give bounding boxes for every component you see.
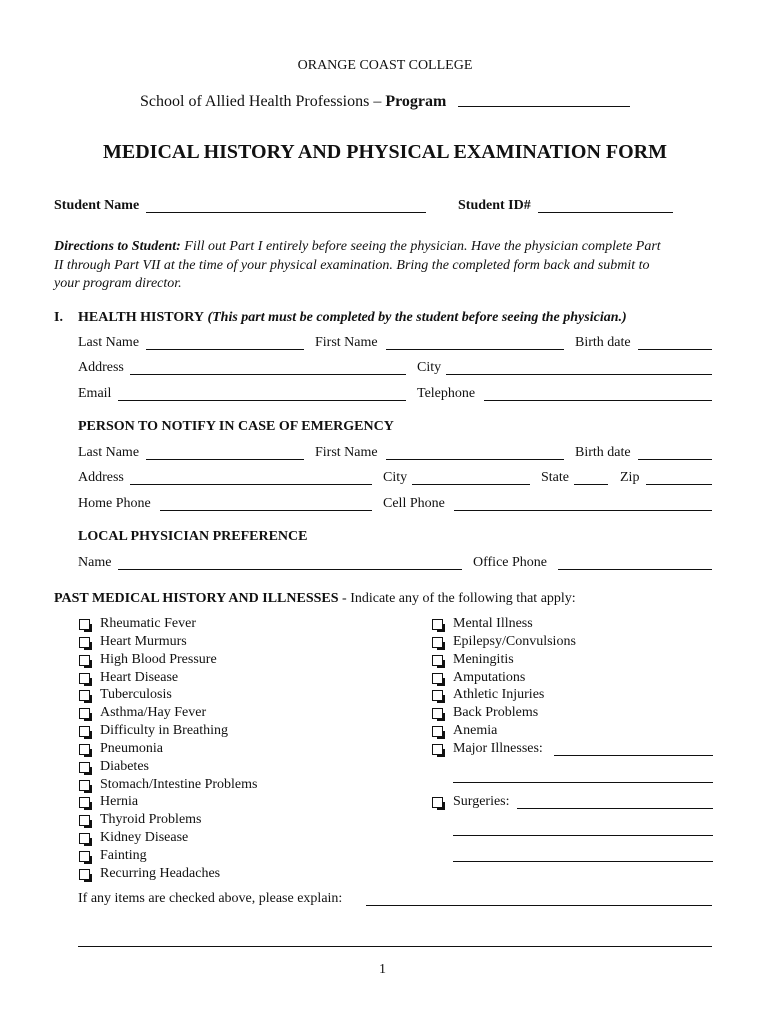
checkbox-rheumatic-fever[interactable] bbox=[79, 619, 90, 630]
label-tuberculosis: Tuberculosis bbox=[100, 687, 172, 702]
label-back-problems: Back Problems bbox=[453, 705, 539, 720]
major-illnesses-input-1[interactable] bbox=[554, 738, 717, 756]
past-history-heading-line bbox=[54, 592, 576, 606]
checkbox-mental-illness[interactable] bbox=[432, 619, 443, 630]
explain-input-1[interactable] bbox=[366, 888, 716, 906]
directions-line-3: your program director. bbox=[54, 276, 182, 291]
label-major-illnesses: Major Illnesses: bbox=[453, 741, 543, 756]
checkbox-meningitis[interactable] bbox=[432, 655, 443, 666]
telephone-input[interactable] bbox=[484, 383, 716, 401]
checkbox-stomach[interactable] bbox=[79, 780, 90, 791]
emergency-state-input[interactable] bbox=[574, 467, 612, 485]
major-illnesses-input-2[interactable] bbox=[453, 765, 717, 783]
school-line bbox=[140, 94, 446, 110]
label-athletic-injuries: Athletic Injuries bbox=[453, 687, 545, 702]
label-headaches: Recurring Headaches bbox=[100, 866, 221, 881]
directions-text-1: Fill out Part I entirely before seeing the physician. Have the physician complete Part bbox=[180, 239, 661, 254]
program-label: Program bbox=[385, 93, 447, 110]
label-pneumonia: Pneumonia bbox=[100, 741, 163, 756]
checkbox-major-illnesses[interactable] bbox=[432, 744, 443, 755]
student-name-label: Student Name bbox=[54, 198, 140, 213]
health-history-heading: HEALTH HISTORY bbox=[78, 310, 204, 325]
label-diabetes: Diabetes bbox=[100, 759, 149, 774]
city-input[interactable] bbox=[446, 357, 716, 375]
student-id-label: Student ID# bbox=[458, 198, 531, 213]
cell-phone-label: Cell Phone bbox=[383, 496, 445, 511]
student-id-input[interactable] bbox=[538, 196, 677, 214]
birth-date-label: Birth date bbox=[575, 335, 631, 350]
school-text: School of Allied Health Professions – bbox=[140, 93, 386, 110]
city-label: City bbox=[417, 360, 442, 375]
emergency-address-input[interactable] bbox=[130, 467, 376, 485]
section-numeral: I. bbox=[54, 310, 63, 325]
physician-name-input[interactable] bbox=[118, 552, 466, 570]
address-input[interactable] bbox=[130, 357, 410, 375]
checkbox-fainting[interactable] bbox=[79, 851, 90, 862]
health-history-heading-line bbox=[78, 311, 627, 325]
label-rheumatic-fever: Rheumatic Fever bbox=[100, 616, 197, 631]
label-stomach: Stomach/Intestine Problems bbox=[100, 777, 258, 792]
label-fainting: Fainting bbox=[100, 848, 147, 863]
program-input[interactable] bbox=[458, 90, 634, 108]
emergency-zip-label: Zip bbox=[620, 470, 640, 485]
label-mental-illness: Mental Illness bbox=[453, 616, 533, 631]
checkbox-hernia[interactable] bbox=[79, 797, 90, 808]
checkbox-amputations[interactable] bbox=[432, 673, 443, 684]
last-name-input[interactable] bbox=[146, 332, 308, 350]
home-phone-label: Home Phone bbox=[78, 496, 151, 511]
telephone-label: Telephone bbox=[417, 386, 476, 401]
emergency-last-name-input[interactable] bbox=[146, 442, 308, 460]
checkbox-high-blood-pressure[interactable] bbox=[79, 655, 90, 666]
directions-line-2: II through Part VII at the time of your physical examination. Bring the completed form back and submit to bbox=[54, 258, 650, 273]
emergency-city-input[interactable] bbox=[412, 467, 534, 485]
checkbox-anemia[interactable] bbox=[432, 726, 443, 737]
checkbox-pneumonia[interactable] bbox=[79, 744, 90, 755]
office-phone-label: Office Phone bbox=[473, 555, 547, 570]
birth-date-input[interactable] bbox=[638, 332, 716, 350]
email-input[interactable] bbox=[118, 383, 410, 401]
label-difficulty-breathing: Difficulty in Breathing bbox=[100, 723, 229, 738]
label-anemia: Anemia bbox=[453, 723, 498, 738]
cell-phone-input[interactable] bbox=[454, 493, 716, 511]
emergency-heading: PERSON TO NOTIFY IN CASE OF EMERGENCY bbox=[78, 419, 394, 434]
emergency-first-name-input[interactable] bbox=[386, 442, 568, 460]
label-amputations: Amputations bbox=[453, 670, 526, 685]
checkbox-tuberculosis[interactable] bbox=[79, 690, 90, 701]
label-surgeries: Surgeries: bbox=[453, 794, 510, 809]
checkbox-heart-murmurs[interactable] bbox=[79, 637, 90, 648]
emergency-birth-date-input[interactable] bbox=[638, 442, 716, 460]
label-heart-disease: Heart Disease bbox=[100, 670, 179, 685]
directions-line-1 bbox=[54, 240, 661, 254]
checkbox-surgeries[interactable] bbox=[432, 797, 443, 808]
first-name-input[interactable] bbox=[386, 332, 568, 350]
health-history-note: (This part must be completed by the student before seeing the physician.) bbox=[207, 310, 627, 325]
surgeries-input-1[interactable] bbox=[517, 791, 717, 809]
past-history-instruction: - Indicate any of the following that apply: bbox=[338, 591, 576, 606]
emergency-first-name-label: First Name bbox=[315, 445, 378, 460]
office-phone-input[interactable] bbox=[558, 552, 716, 570]
emergency-zip-input[interactable] bbox=[646, 467, 716, 485]
checkbox-kidney[interactable] bbox=[79, 833, 90, 844]
surgeries-input-3[interactable] bbox=[453, 844, 717, 862]
checkbox-asthma[interactable] bbox=[79, 708, 90, 719]
checkbox-diabetes[interactable] bbox=[79, 762, 90, 773]
first-name-label: First Name bbox=[315, 335, 378, 350]
checkbox-headaches[interactable] bbox=[79, 869, 90, 880]
label-epilepsy: Epilepsy/Convulsions bbox=[453, 634, 576, 649]
checkbox-difficulty-breathing[interactable] bbox=[79, 726, 90, 737]
student-name-input[interactable] bbox=[146, 196, 430, 214]
emergency-address-label: Address bbox=[78, 470, 124, 485]
page-number: 1 bbox=[379, 962, 386, 977]
label-kidney: Kidney Disease bbox=[100, 830, 189, 845]
emergency-city-label: City bbox=[383, 470, 408, 485]
surgeries-input-2[interactable] bbox=[453, 818, 717, 836]
checkbox-thyroid[interactable] bbox=[79, 815, 90, 826]
label-high-blood-pressure: High Blood Pressure bbox=[100, 652, 217, 667]
label-asthma: Asthma/Hay Fever bbox=[100, 705, 207, 720]
emergency-last-name-label: Last Name bbox=[78, 445, 140, 460]
home-phone-input[interactable] bbox=[160, 493, 376, 511]
checkbox-athletic-injuries[interactable] bbox=[432, 690, 443, 701]
checkbox-epilepsy[interactable] bbox=[432, 637, 443, 648]
email-label: Email bbox=[78, 386, 112, 401]
label-thyroid: Thyroid Problems bbox=[100, 812, 202, 827]
explain-label: If any items are checked above, please explain: bbox=[78, 891, 343, 906]
emergency-birth-date-label: Birth date bbox=[575, 445, 631, 460]
checkbox-back-problems[interactable] bbox=[432, 708, 443, 719]
explain-input-2[interactable] bbox=[78, 929, 716, 947]
physician-name-label: Name bbox=[78, 555, 112, 570]
label-hernia: Hernia bbox=[100, 794, 139, 809]
checkbox-heart-disease[interactable] bbox=[79, 673, 90, 684]
label-heart-murmurs: Heart Murmurs bbox=[100, 634, 187, 649]
last-name-label: Last Name bbox=[78, 335, 140, 350]
college-name: ORANGE COAST COLLEGE bbox=[297, 58, 473, 73]
physician-heading: LOCAL PHYSICIAN PREFERENCE bbox=[78, 529, 308, 544]
directions-label: Directions to Student: bbox=[54, 239, 181, 254]
emergency-state-label: State bbox=[541, 470, 569, 485]
past-history-heading: PAST MEDICAL HISTORY AND ILLNESSES bbox=[54, 591, 339, 606]
address-label: Address bbox=[78, 360, 124, 375]
form-title: MEDICAL HISTORY AND PHYSICAL EXAMINATION FORM bbox=[103, 141, 667, 163]
label-meningitis: Meningitis bbox=[453, 652, 514, 667]
